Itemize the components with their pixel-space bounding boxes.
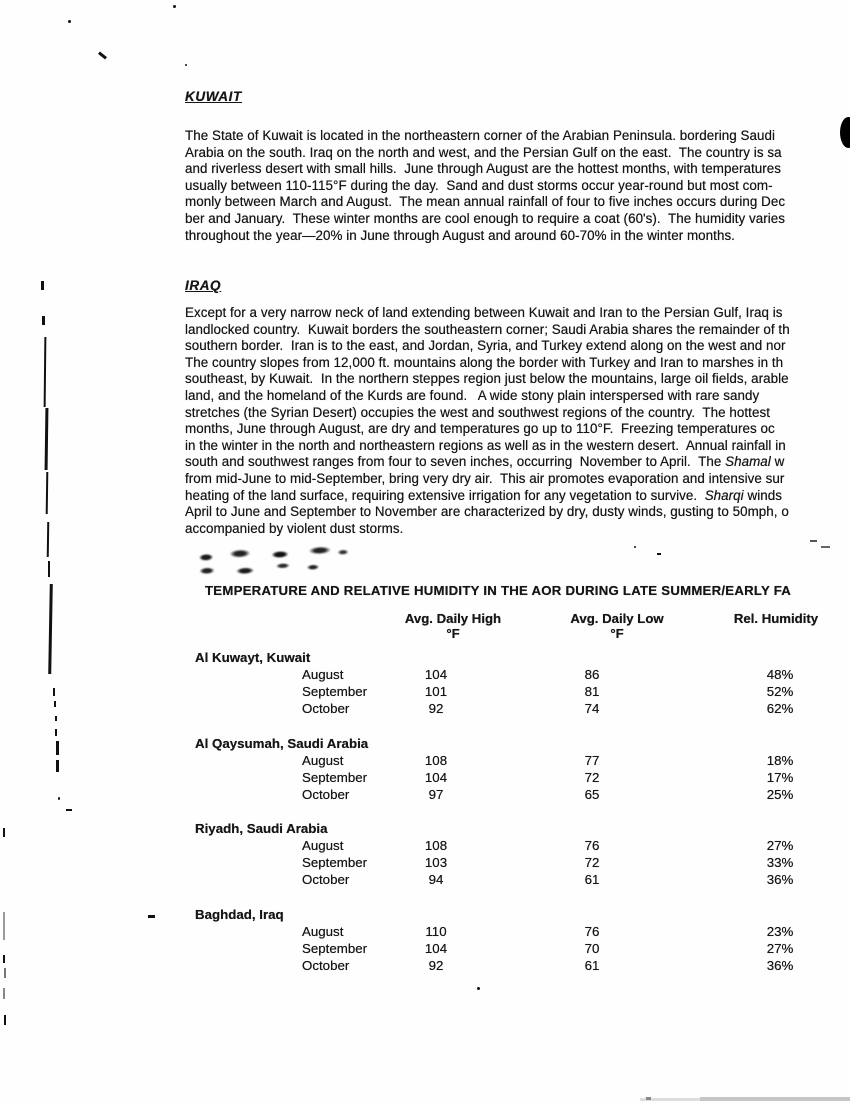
margin-line-artifact [54, 701, 56, 707]
low-temp-cell: 70 [584, 941, 600, 956]
location-label: Al Kuwayt, Kuwait [195, 650, 311, 665]
body-line: ber and January. These winter months are cool enough to require a coat (60's). The humidity varies [185, 210, 786, 226]
scan-speck [634, 546, 636, 548]
body-line: monly between March and August. The mean annual rainfall of four to five inches occurs during Dec [185, 194, 786, 210]
high-temp-cell: 103 [424, 855, 448, 870]
high-temp-cell: 92 [428, 958, 444, 973]
month-cell: October [302, 958, 350, 973]
month-cell: October [302, 787, 350, 802]
low-temp-cell: 74 [584, 701, 600, 716]
margin-line-artifact [45, 408, 49, 470]
scan-speck [657, 553, 661, 555]
table-row [185, 923, 845, 940]
high-temp-cell: 104 [424, 770, 448, 785]
margin-line-artifact [44, 337, 47, 407]
scan-speck [98, 52, 107, 60]
humidity-cell: 62% [766, 701, 794, 716]
humidity-cell: 23% [766, 924, 794, 939]
scan-speck [821, 546, 830, 548]
humidity-cell: 18% [766, 753, 794, 768]
margin-line-artifact [56, 760, 59, 772]
table-group-al-qaysumah [185, 735, 845, 803]
table-row [185, 700, 845, 717]
humidity-cell: 33% [766, 855, 794, 870]
month-cell: October [302, 701, 350, 716]
italic-term-sharqi: Sharqi [704, 487, 744, 503]
high-temp-cell: 101 [424, 684, 448, 699]
high-temp-cell: 108 [424, 838, 448, 853]
body-line: April to June and September to November are characterized by dry, dusty winds, gusting to 50mph, o [185, 504, 789, 520]
high-temp-cell: 104 [424, 941, 448, 956]
column-header-high-unit: °F [446, 626, 460, 641]
text-segment: heating of the land surface, requiring extensive irrigation for any vegetation to survive. [185, 487, 705, 503]
column-header-avg-daily-high: Avg. Daily High [404, 611, 502, 626]
body-line: Arabia on the south. Iraq on the north and west, and the Persian Gulf on the east. The country is sa [185, 144, 782, 160]
body-line: throughout the year—20% in June through August and around 60-70% in the winter months. [185, 227, 735, 243]
humidity-cell: 27% [766, 838, 794, 853]
scan-speck [148, 915, 155, 918]
italic-term-shamal: Shamal [725, 454, 771, 470]
edge-dash-artifact [4, 1015, 6, 1025]
table-row [185, 666, 845, 683]
edge-dash-artifact [3, 828, 5, 837]
column-header-low-unit: °F [610, 626, 624, 641]
high-temp-cell: 97 [428, 787, 444, 802]
body-line: usually between 110-115°F during the day. Sand and dust storms occur year-round but most com- [185, 177, 773, 193]
low-temp-cell: 77 [584, 753, 600, 768]
humidity-cell: 27% [766, 941, 794, 956]
body-line: land, and the homeland of the Kurds are found. A wide stony plain interspersed with rare sandy [185, 387, 760, 403]
margin-line-artifact [41, 281, 44, 290]
margin-line-artifact [55, 716, 57, 721]
low-temp-cell: 76 [584, 924, 600, 939]
margin-line-artifact [56, 741, 59, 755]
margin-line-artifact [46, 472, 49, 514]
table-row [185, 957, 845, 974]
edge-dash-artifact [4, 968, 6, 978]
scan-speck [185, 64, 187, 66]
low-temp-cell: 81 [584, 684, 600, 699]
edge-dash-artifact [3, 912, 5, 940]
table-row [185, 786, 845, 803]
location-label: Al Qaysumah, Saudi Arabia [195, 736, 369, 751]
margin-line-artifact [42, 316, 45, 325]
low-temp-cell: 86 [584, 667, 600, 682]
humidity-cell: 36% [766, 872, 794, 887]
body-line: Except for a very narrow neck of land extending between Kuwait and Iran to the Persian Gulf, Iraq is [185, 305, 783, 320]
scan-edge-line [646, 1097, 651, 1100]
table-row [185, 769, 845, 786]
margin-line-artifact [48, 584, 53, 674]
iraq-paragraph [185, 305, 790, 537]
table-group-riyadh [185, 820, 845, 888]
column-header-avg-daily-low: Avg. Daily Low [570, 611, 664, 626]
scan-speck [810, 540, 817, 542]
humidity-cell: 17% [766, 770, 794, 785]
body-line: accompanied by violent dust storms. [185, 520, 404, 536]
table-row [185, 854, 845, 871]
month-cell: September [302, 855, 368, 870]
location-label: Baghdad, Iraq [195, 907, 284, 922]
low-temp-cell: 76 [584, 838, 600, 853]
body-line: months, June through August, are dry and temperatures go up to 110°F. Freezing temperatures oc [185, 421, 775, 437]
body-line: and riverless desert with small hills. June through August are the hottest months, with temperatures [185, 161, 782, 177]
margin-line-artifact [48, 561, 50, 577]
binder-hole-shadow [840, 117, 850, 148]
high-temp-cell: 94 [428, 872, 444, 887]
location-label: Riyadh, Saudi Arabia [195, 821, 328, 836]
humidity-cell: 48% [766, 667, 794, 682]
table-row [185, 871, 845, 888]
humidity-cell: 52% [766, 684, 794, 699]
kuwait-paragraph [185, 128, 785, 244]
month-cell: August [302, 838, 344, 853]
month-cell: August [302, 924, 344, 939]
month-cell: August [302, 667, 344, 682]
scan-speck [173, 5, 176, 8]
month-cell: October [302, 872, 350, 887]
text-segment: south and southwest ranges from four to seven inches, occurring November to April. The [185, 454, 726, 470]
low-temp-cell: 65 [584, 787, 600, 802]
low-temp-cell: 72 [584, 770, 600, 785]
humidity-cell: 36% [766, 958, 794, 973]
body-line: landlocked country. Kuwait borders the southeastern corner; Saudi Arabia shares the remainder of th [185, 321, 790, 337]
iraq-section-heading: IRAQ [185, 278, 222, 293]
table-row [185, 837, 845, 854]
body-line-sharqi [185, 488, 790, 505]
month-cell: September [302, 770, 368, 785]
text-segment: w [770, 454, 785, 470]
scan-speck [477, 987, 480, 990]
table-group-baghdad [185, 906, 845, 974]
edge-dash-artifact [3, 955, 5, 963]
high-temp-cell: 104 [424, 667, 448, 682]
month-cell: August [302, 753, 344, 768]
scan-speck [58, 797, 60, 800]
scan-speck [66, 809, 72, 811]
high-temp-cell: 110 [425, 924, 447, 939]
body-line: in the winter in the north and northeastern regions as well as in the western desert. Annual rainfall in [185, 437, 786, 453]
margin-line-artifact [47, 522, 49, 557]
low-temp-cell: 61 [584, 958, 600, 973]
table-title: TEMPERATURE AND RELATIVE HUMIDITY IN THE AOR DURING LATE SUMMER/EARLY FA [205, 583, 792, 598]
table-row [185, 752, 845, 769]
low-temp-cell: 61 [584, 872, 600, 887]
body-line: southeast, by Kuwait. In the northern steppes region just below the mountains, large oil fields, arable [185, 371, 789, 387]
body-line: stretches (the Syrian Desert) occupies the west and southwest regions of the country. The hottest [185, 404, 770, 420]
table-group-al-kuwayt [185, 649, 845, 717]
body-line: The country slopes from 12,000 ft. mountains along the border with Turkey and Iran to marshes in th [185, 354, 784, 370]
body-line: from mid-June to mid-September, bring very dry air. This air promotes evaporation and intensive sur [185, 470, 785, 486]
low-temp-cell: 72 [584, 855, 600, 870]
scan-edge-line [700, 1097, 850, 1101]
column-header-rel-humidity: Rel. Humidity [733, 611, 819, 626]
kuwait-section-heading: KUWAIT [185, 89, 242, 104]
edge-dash-artifact [3, 988, 5, 999]
body-line: southern border. Iran is to the east, and Jordan, Syria, and Turkey extend along on the west and nor [185, 338, 786, 354]
margin-line-artifact [53, 688, 55, 696]
table-row [185, 683, 845, 700]
high-temp-cell: 92 [428, 701, 444, 716]
body-line: The State of Kuwait is located in the northeastern corner of the Arabian Peninsula. bordering Saudi [185, 128, 776, 143]
month-cell: September [302, 684, 368, 699]
humidity-cell: 25% [766, 787, 794, 802]
table-row [185, 940, 845, 957]
margin-line-artifact [55, 729, 57, 736]
text-segment: winds [743, 487, 782, 503]
month-cell: September [302, 941, 368, 956]
high-temp-cell: 108 [424, 753, 448, 768]
scan-speck [68, 20, 71, 23]
body-line-shamal [185, 454, 790, 471]
